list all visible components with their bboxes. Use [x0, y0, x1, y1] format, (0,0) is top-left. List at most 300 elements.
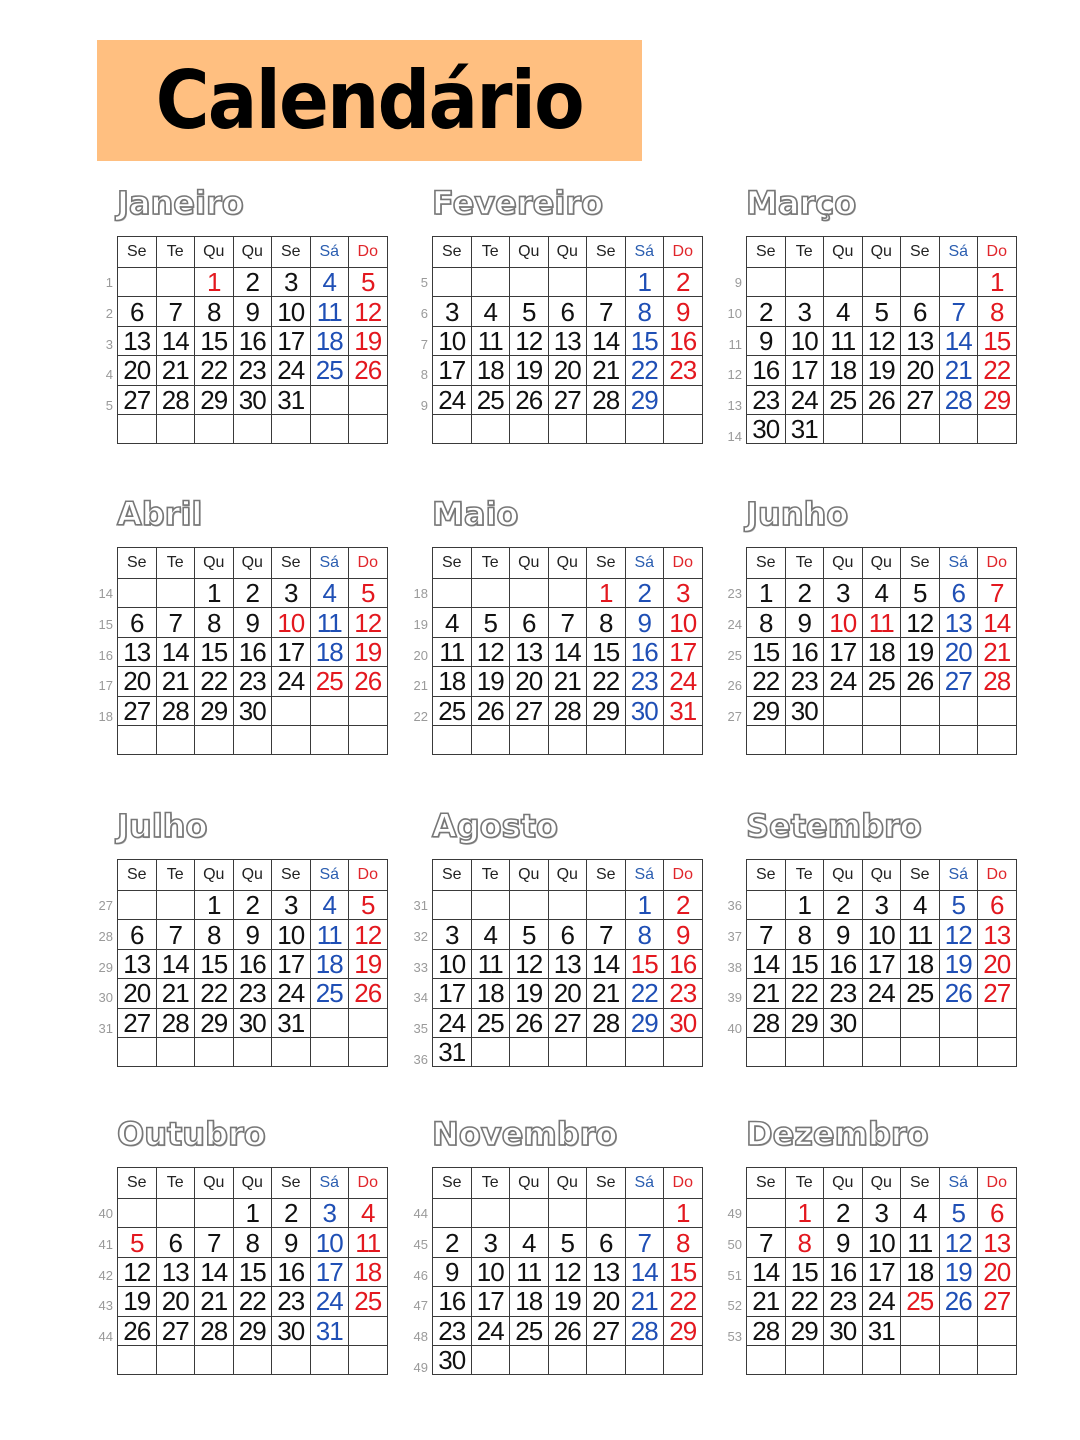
day-cell: 7	[548, 608, 587, 637]
day-cell: 30	[824, 1008, 863, 1037]
week-number: 52	[727, 1298, 742, 1314]
month-name: Junho	[746, 495, 849, 533]
weekday-header: Te	[156, 1168, 195, 1199]
day-cell: 31	[272, 385, 311, 414]
day-cell: 12	[118, 1257, 157, 1286]
weekday-header: Qu	[548, 237, 587, 268]
day-cell: 20	[901, 356, 940, 385]
day-cell: 9	[664, 920, 703, 949]
week-number: 5	[420, 275, 428, 290]
day-cell: 25	[471, 385, 510, 414]
weekday-header: Te	[471, 548, 510, 579]
weekday-header: Se	[433, 237, 472, 268]
week-row	[118, 1345, 388, 1374]
day-cell: 29	[785, 1008, 824, 1037]
weekday-header: Se	[272, 860, 311, 891]
day-cell: 4	[471, 920, 510, 949]
day-cell	[118, 268, 157, 297]
week-number: 21	[413, 678, 428, 694]
day-cell	[510, 1199, 549, 1228]
day-cell: 25	[471, 1008, 510, 1037]
day-cell: 25	[310, 356, 349, 385]
day-cell: 21	[747, 979, 786, 1008]
week-row	[433, 1345, 703, 1374]
month-name: Maio	[432, 495, 519, 533]
day-cell: 8	[785, 920, 824, 949]
day-cell: 17	[664, 637, 703, 666]
day-cell	[310, 385, 349, 414]
day-cell: 17	[862, 949, 901, 978]
day-cell: 8	[587, 608, 626, 637]
day-cell: 5	[510, 297, 549, 326]
day-cell: 18	[471, 979, 510, 1008]
day-cell	[433, 891, 472, 920]
day-cell: 22	[233, 1287, 272, 1316]
day-cell: 19	[471, 667, 510, 696]
weekday-header: Qu	[510, 237, 549, 268]
week-row	[747, 1037, 1017, 1066]
day-cell	[510, 414, 549, 443]
day-cell: 24	[785, 385, 824, 414]
week-row	[433, 1316, 703, 1345]
day-cell	[824, 1345, 863, 1374]
weekday-header: Do	[978, 237, 1017, 268]
week-number: 9	[734, 275, 742, 290]
week-row	[747, 891, 1017, 920]
weekday-header: Te	[156, 860, 195, 891]
week-row	[118, 891, 388, 920]
day-cell: 24	[471, 1316, 510, 1345]
day-cell	[625, 1345, 664, 1374]
week-number: 26	[727, 678, 742, 694]
day-cell	[939, 1316, 978, 1345]
week-row	[747, 579, 1017, 608]
day-cell: 27	[118, 1008, 157, 1037]
day-cell	[471, 1345, 510, 1374]
day-cell: 9	[272, 1228, 311, 1257]
weekday-header: Sá	[310, 237, 349, 268]
week-row	[747, 1257, 1017, 1286]
day-cell: 2	[272, 1199, 311, 1228]
day-cell: 6	[901, 297, 940, 326]
day-cell: 3	[785, 297, 824, 326]
weekday-header: Sá	[939, 237, 978, 268]
day-cell	[156, 1037, 195, 1066]
day-cell	[510, 891, 549, 920]
week-number: 18	[98, 709, 113, 725]
day-cell: 4	[824, 297, 863, 326]
day-cell: 24	[433, 1008, 472, 1037]
day-cell: 20	[156, 1287, 195, 1316]
weekday-header-row	[747, 548, 1017, 579]
week-row	[118, 1199, 388, 1228]
day-cell	[510, 268, 549, 297]
day-cell: 31	[310, 1316, 349, 1345]
day-cell: 8	[978, 297, 1017, 326]
day-cell: 5	[862, 297, 901, 326]
day-cell: 10	[471, 1257, 510, 1286]
day-cell: 22	[195, 979, 234, 1008]
weekday-header: Qu	[548, 548, 587, 579]
day-cell	[978, 696, 1017, 725]
week-row	[433, 608, 703, 637]
weekday-header: Se	[747, 860, 786, 891]
day-cell	[195, 1345, 234, 1374]
day-cell: 13	[118, 949, 157, 978]
day-cell: 11	[471, 949, 510, 978]
day-cell: 21	[156, 356, 195, 385]
week-number: 6	[420, 305, 428, 321]
week-row	[118, 608, 388, 637]
month-table	[432, 1167, 703, 1375]
day-cell	[824, 414, 863, 443]
day-cell: 13	[156, 1257, 195, 1286]
weekday-header: Te	[785, 1168, 824, 1199]
weekday-header-row	[747, 237, 1017, 268]
day-cell: 8	[625, 920, 664, 949]
weekday-header: Qu	[824, 1168, 863, 1199]
day-cell	[272, 725, 311, 754]
day-cell	[824, 268, 863, 297]
day-cell: 6	[510, 608, 549, 637]
day-cell	[233, 1345, 272, 1374]
day-cell: 14	[156, 326, 195, 355]
week-number: 33	[413, 959, 428, 975]
day-cell: 20	[548, 979, 587, 1008]
day-cell: 19	[510, 356, 549, 385]
day-cell: 5	[510, 920, 549, 949]
month-name: Agosto	[432, 807, 558, 845]
day-cell	[195, 725, 234, 754]
weekday-header: Se	[747, 1168, 786, 1199]
week-number: 13	[727, 398, 742, 414]
day-cell: 22	[625, 979, 664, 1008]
weekday-header-row	[747, 1168, 1017, 1199]
weekday-header: Se	[118, 1168, 157, 1199]
day-cell: 12	[862, 326, 901, 355]
day-cell: 2	[747, 297, 786, 326]
day-cell: 22	[785, 1287, 824, 1316]
week-number: 42	[98, 1267, 113, 1283]
week-number: 31	[98, 1021, 113, 1037]
week-row	[118, 297, 388, 326]
day-cell: 21	[587, 356, 626, 385]
day-cell	[785, 725, 824, 754]
day-cell: 21	[747, 1287, 786, 1316]
day-cell: 24	[433, 385, 472, 414]
day-cell: 29	[664, 1316, 703, 1345]
week-number: 10	[727, 305, 742, 321]
day-cell	[195, 414, 234, 443]
day-cell	[824, 1037, 863, 1066]
day-cell: 23	[433, 1316, 472, 1345]
week-row	[747, 385, 1017, 414]
day-cell: 8	[233, 1228, 272, 1257]
day-cell: 2	[664, 891, 703, 920]
day-cell: 22	[664, 1287, 703, 1316]
day-cell: 6	[118, 920, 157, 949]
day-cell	[939, 1037, 978, 1066]
day-cell	[625, 725, 664, 754]
day-cell	[548, 1037, 587, 1066]
day-cell: 6	[548, 920, 587, 949]
day-cell	[233, 414, 272, 443]
day-cell: 24	[272, 356, 311, 385]
weekday-header: Se	[901, 860, 940, 891]
day-cell	[156, 1345, 195, 1374]
day-cell: 27	[978, 1287, 1017, 1316]
day-cell	[785, 1345, 824, 1374]
day-cell: 7	[747, 920, 786, 949]
day-cell: 3	[272, 891, 311, 920]
weekday-header: Te	[156, 548, 195, 579]
day-cell: 25	[310, 667, 349, 696]
day-cell: 5	[939, 891, 978, 920]
weekday-header: Se	[901, 237, 940, 268]
day-cell: 11	[901, 920, 940, 949]
day-cell	[349, 1037, 388, 1066]
day-cell: 16	[747, 356, 786, 385]
day-cell: 26	[349, 356, 388, 385]
day-cell: 18	[901, 949, 940, 978]
day-cell: 10	[272, 297, 311, 326]
week-row	[747, 696, 1017, 725]
weekday-header-row	[118, 1168, 388, 1199]
day-cell: 1	[625, 891, 664, 920]
day-cell: 20	[548, 356, 587, 385]
day-cell: 23	[625, 667, 664, 696]
day-cell: 1	[233, 1199, 272, 1228]
day-cell	[349, 725, 388, 754]
weekday-header: Se	[747, 237, 786, 268]
day-cell: 25	[901, 979, 940, 1008]
month-name: Setembro	[746, 807, 922, 845]
week-row	[433, 1008, 703, 1037]
day-cell	[118, 891, 157, 920]
month-table	[117, 1167, 388, 1375]
day-cell: 27	[587, 1316, 626, 1345]
day-cell: 9	[433, 1257, 472, 1286]
day-cell: 10	[862, 1228, 901, 1257]
day-cell: 14	[978, 608, 1017, 637]
week-number: 40	[727, 1021, 742, 1037]
day-cell	[156, 891, 195, 920]
day-cell	[510, 1345, 549, 1374]
day-cell: 4	[310, 268, 349, 297]
day-cell	[349, 1316, 388, 1345]
day-cell: 16	[433, 1287, 472, 1316]
day-cell: 11	[349, 1228, 388, 1257]
day-cell: 13	[548, 326, 587, 355]
day-cell: 28	[939, 385, 978, 414]
day-cell: 12	[349, 297, 388, 326]
weekday-header: Do	[349, 548, 388, 579]
weekday-header: Sá	[310, 1168, 349, 1199]
week-row	[747, 949, 1017, 978]
day-cell: 1	[587, 579, 626, 608]
weekday-header: Qu	[233, 548, 272, 579]
month-name: Fevereiro	[432, 184, 604, 222]
day-cell: 23	[233, 667, 272, 696]
day-cell	[978, 1345, 1017, 1374]
day-cell	[471, 414, 510, 443]
day-cell: 9	[664, 297, 703, 326]
day-cell	[433, 268, 472, 297]
day-cell: 19	[349, 949, 388, 978]
day-cell: 5	[901, 579, 940, 608]
weekday-header: Qu	[510, 548, 549, 579]
week-number: 31	[413, 898, 428, 913]
day-cell: 14	[587, 949, 626, 978]
day-cell	[310, 725, 349, 754]
day-cell	[272, 1037, 311, 1066]
day-cell: 10	[433, 949, 472, 978]
day-cell	[548, 725, 587, 754]
day-cell: 9	[233, 608, 272, 637]
day-cell	[548, 1199, 587, 1228]
weekday-header: Do	[349, 1168, 388, 1199]
day-cell: 19	[349, 326, 388, 355]
day-cell: 13	[587, 1257, 626, 1286]
day-cell: 1	[785, 891, 824, 920]
day-cell: 16	[233, 326, 272, 355]
week-row	[433, 356, 703, 385]
week-number: 20	[413, 647, 428, 663]
day-cell: 25	[510, 1316, 549, 1345]
day-cell	[233, 1037, 272, 1066]
day-cell: 12	[471, 637, 510, 666]
week-row	[747, 725, 1017, 754]
day-cell: 2	[233, 268, 272, 297]
day-cell: 14	[548, 637, 587, 666]
day-cell	[587, 725, 626, 754]
day-cell	[664, 385, 703, 414]
day-cell: 9	[747, 326, 786, 355]
weekday-header: Sá	[939, 1168, 978, 1199]
day-cell: 13	[118, 326, 157, 355]
day-cell: 23	[664, 979, 703, 1008]
day-cell: 18	[310, 637, 349, 666]
day-cell: 24	[664, 667, 703, 696]
weekday-header-row	[433, 548, 703, 579]
day-cell	[978, 1037, 1017, 1066]
day-cell: 3	[433, 297, 472, 326]
day-cell: 19	[548, 1287, 587, 1316]
day-cell: 30	[664, 1008, 703, 1037]
day-cell: 25	[824, 385, 863, 414]
day-cell: 16	[824, 949, 863, 978]
day-cell: 21	[548, 667, 587, 696]
week-number: 14	[727, 429, 742, 444]
page-title: Calendário	[155, 54, 584, 147]
weekday-header: Qu	[195, 860, 234, 891]
day-cell: 28	[156, 1008, 195, 1037]
day-cell: 17	[785, 356, 824, 385]
day-cell: 15	[195, 326, 234, 355]
week-number: 19	[413, 616, 428, 632]
day-cell	[664, 1037, 703, 1066]
week-number: 39	[727, 990, 742, 1006]
day-cell: 20	[939, 637, 978, 666]
day-cell	[862, 1008, 901, 1037]
day-cell: 28	[587, 1008, 626, 1037]
week-row	[118, 356, 388, 385]
weekday-header: Te	[471, 237, 510, 268]
day-cell: 20	[978, 1257, 1017, 1286]
day-cell	[471, 891, 510, 920]
day-cell: 19	[939, 1257, 978, 1286]
day-cell: 23	[824, 979, 863, 1008]
day-cell: 9	[785, 608, 824, 637]
day-cell	[349, 414, 388, 443]
day-cell: 17	[310, 1257, 349, 1286]
day-cell: 2	[625, 579, 664, 608]
week-row	[118, 326, 388, 355]
day-cell	[664, 1345, 703, 1374]
day-cell	[587, 268, 626, 297]
day-cell: 1	[195, 891, 234, 920]
weekday-header: Sá	[939, 860, 978, 891]
day-cell: 11	[824, 326, 863, 355]
week-number: 49	[413, 1360, 428, 1375]
day-cell: 20	[118, 356, 157, 385]
day-cell: 13	[510, 637, 549, 666]
day-cell: 12	[548, 1257, 587, 1286]
month-table	[746, 547, 1017, 755]
day-cell: 11	[471, 326, 510, 355]
day-cell: 15	[233, 1257, 272, 1286]
week-row	[747, 1287, 1017, 1316]
week-number: 16	[98, 647, 113, 663]
day-cell: 30	[747, 414, 786, 443]
day-cell: 11	[862, 608, 901, 637]
day-cell: 3	[310, 1199, 349, 1228]
weekday-header: Se	[587, 860, 626, 891]
day-cell: 1	[195, 268, 234, 297]
day-cell: 31	[785, 414, 824, 443]
day-cell	[156, 579, 195, 608]
day-cell: 10	[785, 326, 824, 355]
weekday-header: Se	[272, 548, 311, 579]
weekday-header: Sá	[310, 548, 349, 579]
day-cell	[785, 1037, 824, 1066]
week-number: 36	[413, 1052, 428, 1067]
day-cell	[587, 1345, 626, 1374]
day-cell	[901, 268, 940, 297]
week-number: 15	[98, 616, 113, 632]
day-cell: 21	[625, 1287, 664, 1316]
day-cell: 12	[939, 920, 978, 949]
week-row	[747, 297, 1017, 326]
day-cell	[625, 1037, 664, 1066]
day-cell	[978, 1008, 1017, 1037]
day-cell: 30	[824, 1316, 863, 1345]
week-row	[747, 920, 1017, 949]
day-cell: 25	[349, 1287, 388, 1316]
day-cell	[901, 1316, 940, 1345]
week-number: 48	[413, 1329, 428, 1345]
day-cell	[548, 414, 587, 443]
day-cell: 27	[939, 667, 978, 696]
day-cell: 5	[471, 608, 510, 637]
day-cell	[747, 891, 786, 920]
day-cell	[510, 1037, 549, 1066]
week-row	[747, 356, 1017, 385]
day-cell: 15	[195, 637, 234, 666]
day-cell: 29	[195, 1008, 234, 1037]
day-cell: 22	[587, 667, 626, 696]
month-table	[432, 859, 703, 1067]
